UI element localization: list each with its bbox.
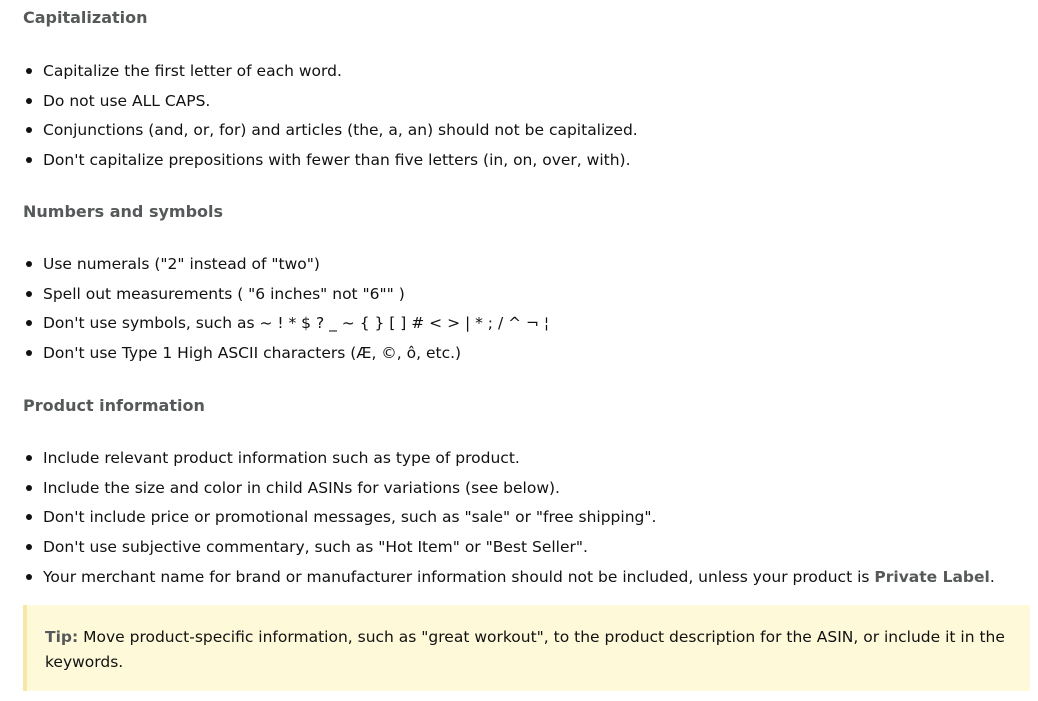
list-item: Spell out measurements ( "6 inches" not "6"" ) — [23, 284, 549, 314]
product-information-list — [23, 448, 995, 596]
bullet-icon — [26, 68, 32, 74]
list-item: Your merchant name for brand or manufacturer information should not be included, unless your product is Private Label. — [23, 567, 995, 597]
bullet-icon — [26, 455, 32, 461]
bullet-icon — [26, 127, 32, 133]
list-item: Don't include price or promotional messages, such as "sale" or "free shipping". — [23, 507, 995, 537]
bullet-icon — [26, 544, 32, 550]
bullet-icon — [26, 291, 32, 297]
bullet-icon — [26, 98, 32, 104]
capitalization-list — [23, 61, 638, 180]
section-heading-capitalization: Capitalization — [23, 8, 148, 27]
list-item: Don't use symbols, such as ~ ! * $ ? _ ~ { } [ ] # < > | * ; / ^ ¬ ¦ — [23, 313, 549, 343]
bullet-icon — [26, 157, 32, 163]
numbers-symbols-list — [23, 254, 549, 373]
list-item: Don't capitalize prepositions with fewer than five letters (in, on, over, with). — [23, 150, 638, 180]
bullet-icon — [26, 261, 32, 267]
list-item: Include relevant product information such as type of product. — [23, 448, 995, 478]
list-item: Use numerals ("2" instead of "two") — [23, 254, 549, 284]
section-heading-numbers-symbols: Numbers and symbols — [23, 202, 224, 221]
list-item: Don't use Type 1 High ASCII characters (Æ, ©, ô, etc.) — [23, 343, 549, 373]
list-item: Do not use ALL CAPS. — [23, 91, 638, 121]
private-label-link[interactable]: Private Label — [874, 567, 990, 586]
tip-callout — [23, 605, 1030, 691]
list-item: Conjunctions (and, or, for) and articles (the, a, an) should not be capitalized. — [23, 120, 638, 150]
tip-label: Tip: — [45, 628, 79, 646]
list-item: Capitalize the first letter of each word. — [23, 61, 638, 91]
tip-text: Tip: Move product-specific information, such as "great workout", to the product description for the ASIN, or include it in the keywords. — [45, 628, 1005, 671]
bullet-icon — [26, 320, 32, 326]
section-heading-product-information: Product information — [23, 396, 205, 415]
bullet-icon — [26, 574, 32, 580]
list-item: Include the size and color in child ASINs for variations (see below). — [23, 478, 995, 508]
bullet-icon — [26, 514, 32, 520]
bullet-icon — [26, 485, 32, 491]
list-item: Don't use subjective commentary, such as "Hot Item" or "Best Seller". — [23, 537, 995, 567]
bullet-icon — [26, 350, 32, 356]
